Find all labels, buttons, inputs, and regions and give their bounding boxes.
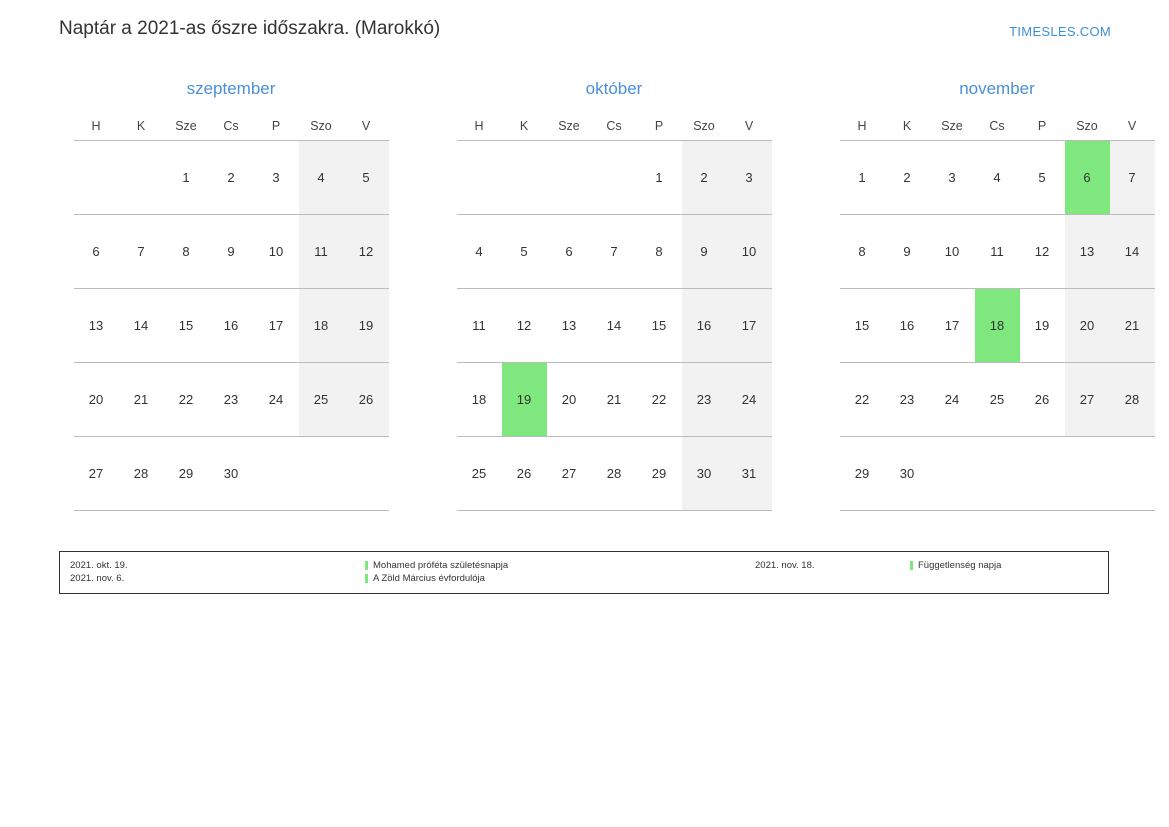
day-cell[interactable]: 25 [975, 363, 1020, 437]
weekday-header: V [344, 112, 389, 141]
empty-day-cell [1110, 437, 1155, 511]
day-cell[interactable]: 23 [682, 363, 727, 437]
weekday-header: Szo [1065, 112, 1110, 141]
day-cell[interactable]: 21 [119, 363, 164, 437]
empty-day-cell [299, 437, 344, 511]
day-cell[interactable]: 10 [727, 215, 772, 289]
day-cell[interactable]: 3 [254, 141, 299, 215]
day-cell[interactable]: 2 [682, 141, 727, 215]
day-cell[interactable]: 2 [209, 141, 254, 215]
day-cell[interactable]: 18 [457, 363, 502, 437]
day-cell[interactable]: 20 [1065, 289, 1110, 363]
weekday-header: K [119, 112, 164, 141]
day-cell[interactable]: 10 [254, 215, 299, 289]
day-cell[interactable]: 21 [592, 363, 637, 437]
day-cell[interactable]: 29 [840, 437, 885, 511]
day-cell[interactable]: 20 [74, 363, 119, 437]
day-cell[interactable]: 5 [1020, 141, 1065, 215]
day-cell[interactable]: 28 [119, 437, 164, 511]
legend-date: 2021. nov. 6. [70, 573, 125, 584]
day-cell[interactable]: 11 [975, 215, 1020, 289]
day-cell[interactable]: 4 [975, 141, 1020, 215]
holiday-color-swatch-icon [910, 561, 913, 570]
legend-holiday-name: Mohamed próféta születésnapja [373, 560, 509, 571]
day-cell[interactable]: 17 [727, 289, 772, 363]
day-cell[interactable]: 13 [74, 289, 119, 363]
week-row [457, 289, 772, 363]
day-cell[interactable]: 31 [727, 437, 772, 511]
empty-day-cell [344, 437, 389, 511]
day-cell[interactable]: 21 [1110, 289, 1155, 363]
empty-day-cell [975, 437, 1020, 511]
weekday-header-row [840, 112, 1155, 141]
weekday-header: V [727, 112, 772, 141]
day-cell[interactable]: 28 [592, 437, 637, 511]
day-cell[interactable]: 16 [682, 289, 727, 363]
empty-day-cell [119, 141, 164, 215]
week-row [74, 289, 389, 363]
day-cell[interactable]: 27 [1065, 363, 1110, 437]
holiday-day-cell[interactable]: 18 [975, 289, 1020, 363]
legend-date: 2021. nov. 18. [755, 560, 815, 571]
day-cell[interactable]: 26 [502, 437, 547, 511]
legend-date: 2021. okt. 19. [70, 560, 128, 571]
day-cell[interactable]: 17 [930, 289, 975, 363]
day-cell[interactable]: 22 [637, 363, 682, 437]
month-name: november [959, 79, 1035, 98]
day-cell[interactable]: 20 [547, 363, 592, 437]
day-cell[interactable]: 4 [457, 215, 502, 289]
weekday-header: P [1020, 112, 1065, 141]
holiday-day-cell[interactable]: 19 [502, 363, 547, 437]
empty-day-cell [592, 141, 637, 215]
day-cell[interactable]: 11 [299, 215, 344, 289]
empty-day-cell [1065, 437, 1110, 511]
week-row [457, 437, 772, 511]
legend [59, 551, 1109, 594]
day-cell[interactable]: 11 [457, 289, 502, 363]
page-header [0, 18, 1169, 52]
day-cell[interactable]: 1 [840, 141, 885, 215]
day-cell[interactable]: 10 [930, 215, 975, 289]
day-cell[interactable]: 25 [299, 363, 344, 437]
empty-day-cell [930, 437, 975, 511]
day-cell[interactable]: 18 [299, 289, 344, 363]
day-cell[interactable]: 19 [344, 289, 389, 363]
holiday-color-swatch-icon [365, 574, 368, 583]
day-cell[interactable]: 7 [592, 215, 637, 289]
weekday-header: Szo [682, 112, 727, 141]
day-cell[interactable]: 17 [254, 289, 299, 363]
day-cell[interactable]: 24 [930, 363, 975, 437]
day-cell[interactable]: 8 [164, 215, 209, 289]
day-cell[interactable]: 14 [1110, 215, 1155, 289]
day-cell[interactable]: 8 [840, 215, 885, 289]
day-cell[interactable]: 29 [164, 437, 209, 511]
week-row [840, 437, 1155, 511]
day-cell[interactable]: 25 [457, 437, 502, 511]
day-cell[interactable]: 16 [209, 289, 254, 363]
calendar-table [457, 112, 772, 511]
day-cell[interactable]: 27 [74, 437, 119, 511]
day-cell[interactable]: 22 [840, 363, 885, 437]
day-cell[interactable]: 3 [727, 141, 772, 215]
brand-link[interactable]: TIMESLES.COM [1009, 24, 1111, 39]
day-cell[interactable]: 27 [547, 437, 592, 511]
weekday-header-row [457, 112, 772, 141]
weekday-header: P [637, 112, 682, 141]
day-cell[interactable]: 14 [592, 289, 637, 363]
weekday-header: H [74, 112, 119, 141]
day-cell[interactable]: 5 [344, 141, 389, 215]
day-cell[interactable]: 9 [682, 215, 727, 289]
week-row [840, 363, 1155, 437]
day-cell[interactable]: 22 [164, 363, 209, 437]
weekday-header-row [74, 112, 389, 141]
weekday-header: Cs [975, 112, 1020, 141]
weekday-header: Szo [299, 112, 344, 141]
day-cell[interactable]: 30 [209, 437, 254, 511]
weekday-header: H [840, 112, 885, 141]
weekday-header: Cs [209, 112, 254, 141]
day-cell[interactable]: 15 [637, 289, 682, 363]
weekday-header: P [254, 112, 299, 141]
day-cell[interactable]: 6 [74, 215, 119, 289]
weekday-header: V [1110, 112, 1155, 141]
day-cell[interactable]: 28 [1110, 363, 1155, 437]
week-row [74, 363, 389, 437]
legend-right-dates [755, 559, 910, 585]
day-cell[interactable]: 4 [299, 141, 344, 215]
legend-entry [365, 572, 755, 585]
day-cell[interactable]: 9 [209, 215, 254, 289]
day-cell[interactable]: 29 [637, 437, 682, 511]
day-cell[interactable]: 15 [840, 289, 885, 363]
day-cell[interactable]: 3 [930, 141, 975, 215]
weekday-header: K [885, 112, 930, 141]
legend-holiday-name: Függetlenség napja [918, 560, 1002, 571]
weekday-header: Sze [930, 112, 975, 141]
day-cell[interactable]: 26 [1020, 363, 1065, 437]
day-cell[interactable]: 12 [344, 215, 389, 289]
day-cell[interactable]: 5 [502, 215, 547, 289]
week-row [840, 215, 1155, 289]
legend-entry [910, 559, 1098, 572]
calendars-container [0, 78, 1169, 511]
day-cell[interactable]: 24 [727, 363, 772, 437]
day-cell[interactable]: 12 [1020, 215, 1065, 289]
day-cell[interactable]: 23 [885, 363, 930, 437]
weekday-header: Sze [547, 112, 592, 141]
day-cell[interactable]: 13 [547, 289, 592, 363]
empty-day-cell [457, 141, 502, 215]
day-cell[interactable]: 30 [885, 437, 930, 511]
empty-day-cell [502, 141, 547, 215]
week-row [74, 437, 389, 511]
week-row [74, 215, 389, 289]
legend-left-dates [70, 559, 365, 585]
weekday-header: H [457, 112, 502, 141]
legend-holiday-name: A Zöld Március évfordulója [373, 573, 485, 584]
legend-entry [365, 559, 755, 572]
day-cell[interactable]: 13 [1065, 215, 1110, 289]
month-block [825, 78, 1169, 511]
day-cell[interactable]: 23 [209, 363, 254, 437]
day-cell[interactable]: 30 [682, 437, 727, 511]
legend-left-names [365, 559, 755, 585]
week-row [840, 289, 1155, 363]
week-row [457, 363, 772, 437]
month-name: szeptember [186, 79, 276, 98]
holiday-color-swatch-icon [365, 561, 368, 570]
day-cell[interactable]: 24 [254, 363, 299, 437]
day-cell[interactable]: 12 [502, 289, 547, 363]
day-cell[interactable]: 16 [885, 289, 930, 363]
week-row [457, 215, 772, 289]
day-cell[interactable]: 9 [885, 215, 930, 289]
day-cell[interactable]: 6 [547, 215, 592, 289]
day-cell[interactable]: 2 [885, 141, 930, 215]
month-block [59, 78, 403, 511]
weekday-header: Sze [164, 112, 209, 141]
empty-day-cell [254, 437, 299, 511]
empty-day-cell [1020, 437, 1065, 511]
week-row [840, 141, 1155, 215]
day-cell[interactable]: 14 [119, 289, 164, 363]
month-name: október [585, 79, 643, 98]
month-block [442, 78, 786, 511]
week-row [74, 141, 389, 215]
day-cell[interactable]: 7 [1110, 141, 1155, 215]
day-cell[interactable]: 15 [164, 289, 209, 363]
day-cell[interactable]: 1 [164, 141, 209, 215]
holiday-day-cell[interactable]: 6 [1065, 141, 1110, 215]
weekday-header: Cs [592, 112, 637, 141]
calendar-table [74, 112, 389, 511]
legend-right-names [910, 559, 1098, 585]
week-row [457, 141, 772, 215]
page-title: Naptár a 2021-as őszre időszakra. (Marokkó) [59, 18, 441, 39]
day-cell[interactable]: 19 [1020, 289, 1065, 363]
weekday-header: K [502, 112, 547, 141]
calendar-table [840, 112, 1155, 511]
day-cell[interactable]: 1 [637, 141, 682, 215]
empty-day-cell [547, 141, 592, 215]
day-cell[interactable]: 26 [344, 363, 389, 437]
day-cell[interactable]: 8 [637, 215, 682, 289]
day-cell[interactable]: 7 [119, 215, 164, 289]
empty-day-cell [74, 141, 119, 215]
